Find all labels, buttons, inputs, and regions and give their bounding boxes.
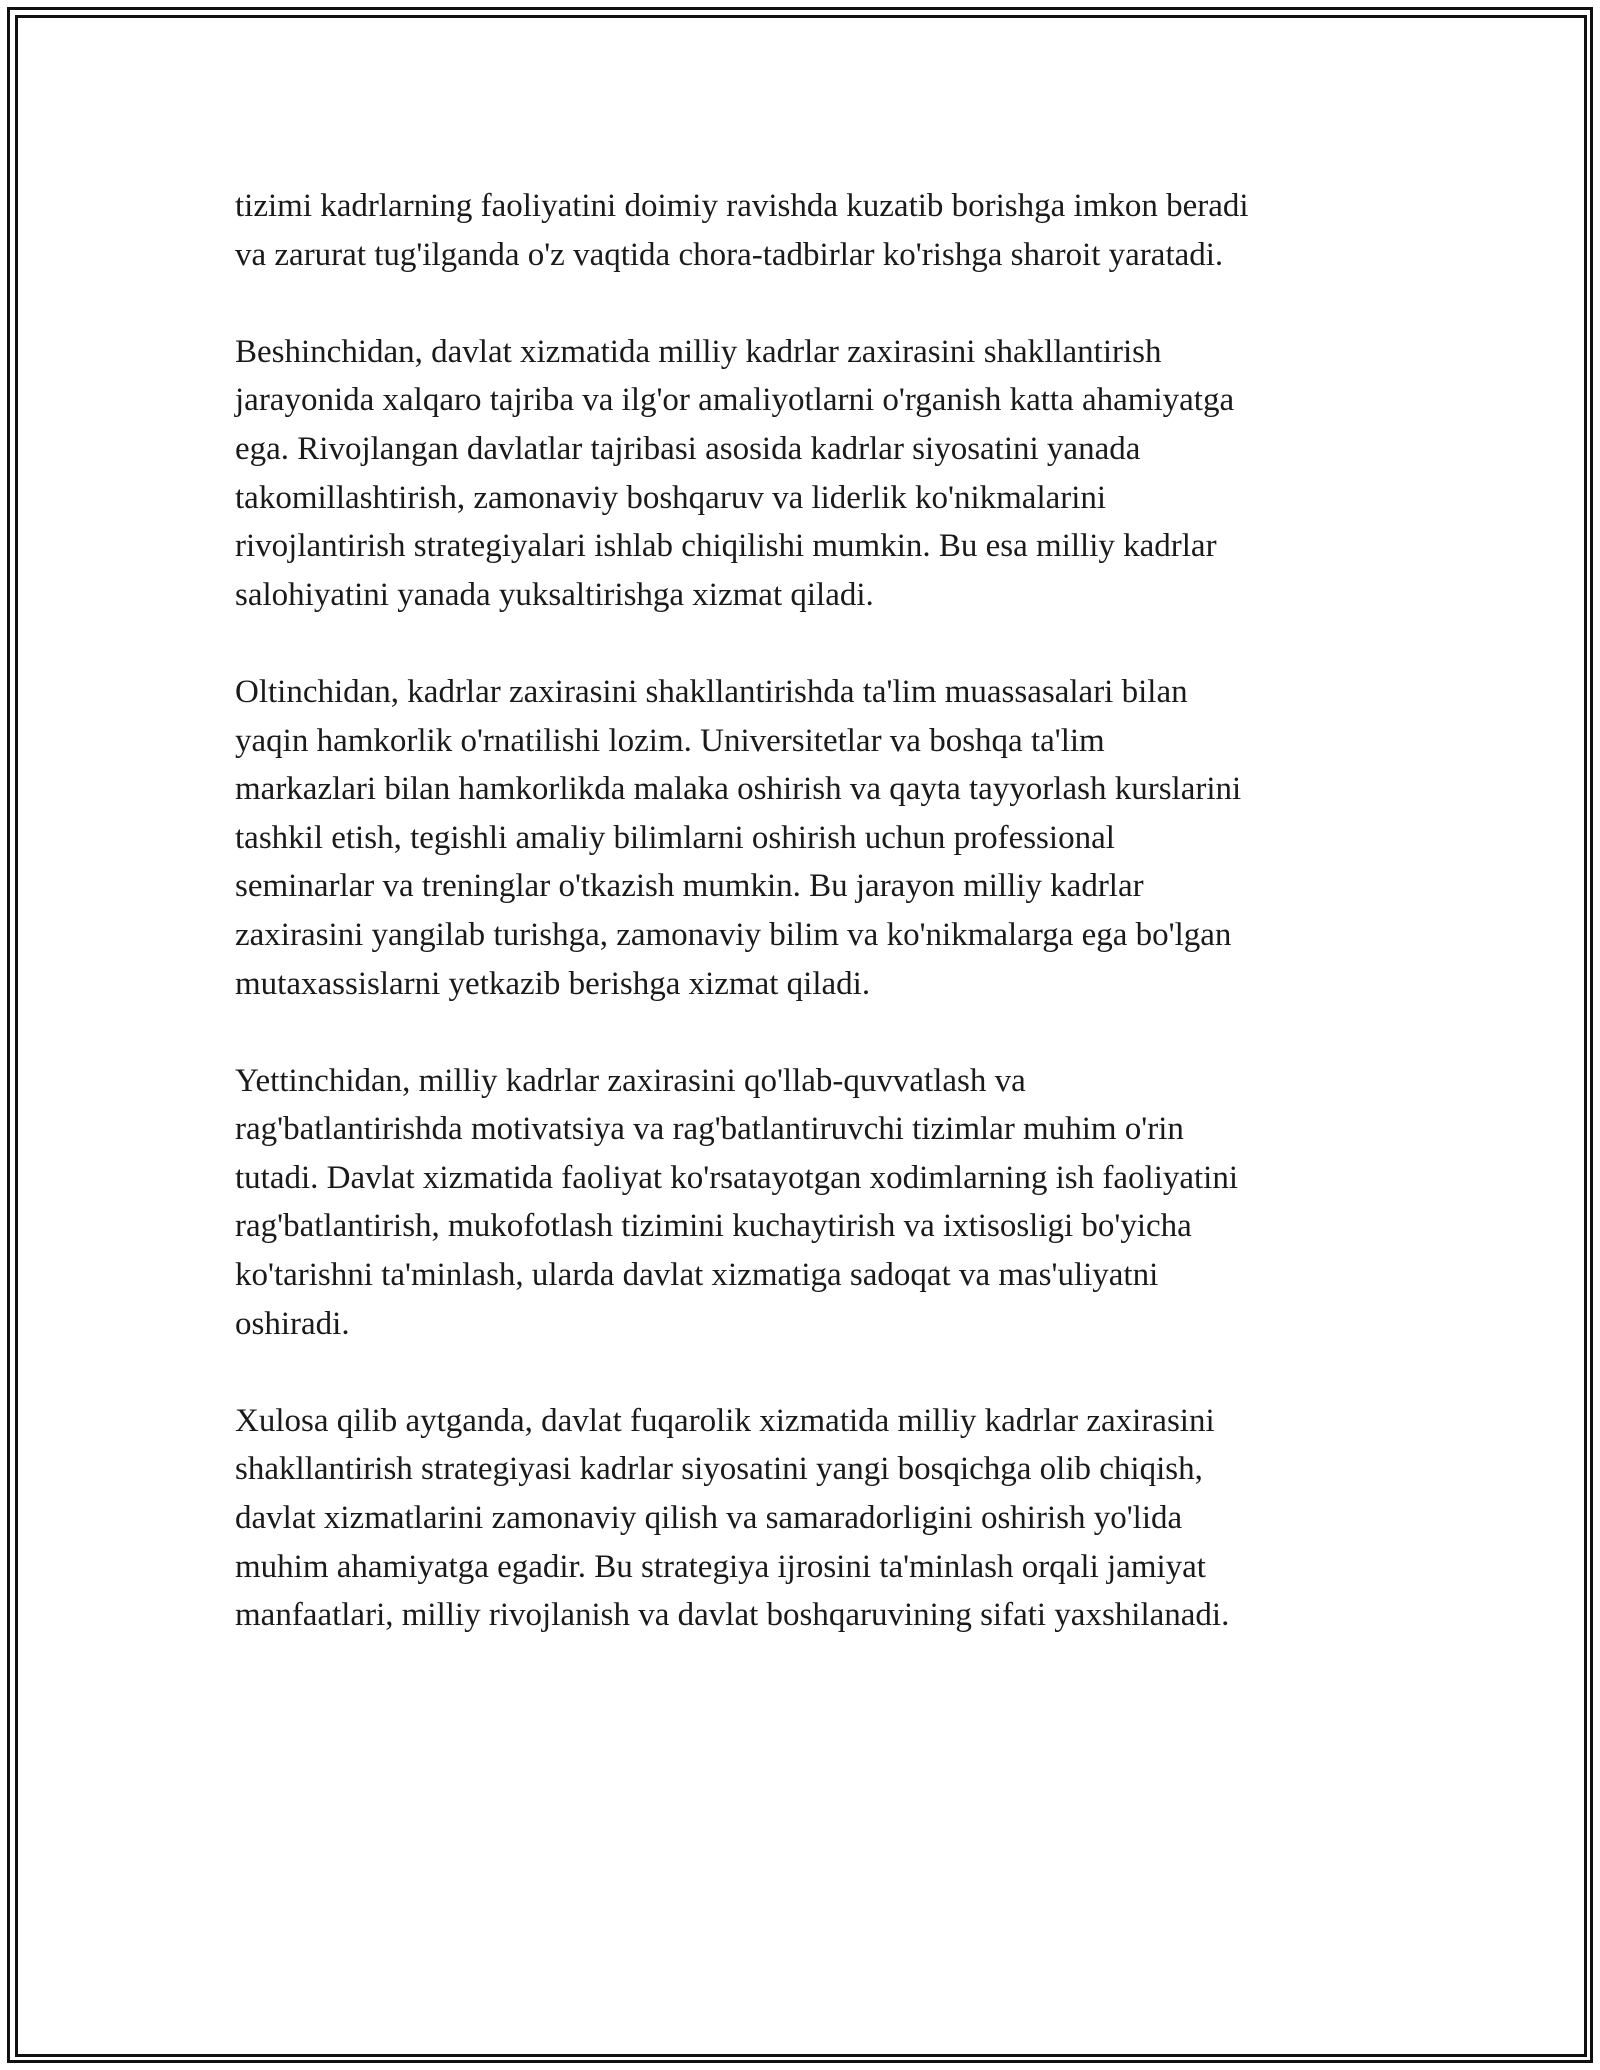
text-line: Xulosa qilib aytganda, davlat fuqarolik xizmatida milliy kadrlar zaxirasini: [235, 1402, 1215, 1439]
text-line: markazlari bilan hamkorlikda malaka oshirish va qayta tayyorlash kurslarini: [235, 771, 1242, 808]
text-line: Yettinchidan, milliy kadrlar zaxirasini qo'llab-quvvatlash va: [235, 1062, 1026, 1099]
paragraph-beshinchidan: [235, 328, 1385, 620]
text-line: rag'batlantirish, mukofotlash tizimini kuchaytirish va ixtisosligi bo'yicha: [235, 1208, 1192, 1245]
text-line: mutaxassislarni yetkazib berishga xizmat qiladi.: [235, 965, 871, 1002]
text-line: muhim ahamiyatga egadir. Bu strategiya ijrosini ta'minlash orqali jamiyat: [235, 1548, 1206, 1585]
text-line: va zarurat tug'ilganda o'z vaqtida chora-tadbirlar ko'rishga sharoit yaratadi.: [235, 236, 1224, 273]
text-line: Beshinchidan, davlat xizmatida milliy kadrlar zaxirasini shakllantirish: [235, 333, 1162, 370]
text-line: tizimi kadrlarning faoliyatini doimiy ravishda kuzatib borishga imkon beradi: [235, 188, 1249, 224]
document-body: [235, 182, 1385, 1688]
text-line: shakllantirish strategiyasi kadrlar siyosatini yangi bosqichga olib chiqish,: [235, 1451, 1203, 1488]
paragraph-yettinchidan: [235, 1057, 1385, 1349]
text-line: seminarlar va treninglar o'tkazish mumkin. Bu jarayon milliy kadrlar: [235, 868, 1144, 905]
text-line: jarayonida xalqaro tajriba va ilg'or amaliyotlarni o'rganish katta ahamiyatga: [235, 382, 1235, 419]
text-line: oshiradi.: [235, 1305, 350, 1342]
paragraph-oltinchidan: [235, 668, 1385, 1008]
paragraph-continuation: [235, 182, 1385, 279]
text-line: ko'tarishni ta'minlash, ularda davlat xizmatiga sadoqat va mas'uliyatni: [235, 1257, 1159, 1294]
text-line: zaxirasini yangilab turishga, zamonaviy bilim va ko'nikmalarga ega bo'lgan: [235, 916, 1232, 953]
text-line: davlat xizmatlarini zamonaviy qilish va samaradorligini oshirish yo'lida: [235, 1500, 1183, 1537]
paragraph-xulosa: [235, 1397, 1385, 1640]
text-line: manfaatlari, milliy rivojlanish va davlat boshqaruvining sifati yaxshilanadi.: [235, 1597, 1230, 1634]
text-line: ega. Rivojlangan davlatlar tajribasi asosida kadrlar siyosatini yanada: [235, 430, 1141, 467]
text-line: rag'batlantirishda motivatsiya va rag'batlantiruvchi tizimlar muhim o'rin: [235, 1111, 1184, 1148]
text-line: rivojlantirish strategiyalari ishlab chiqilishi mumkin. Bu esa milliy kadrlar: [235, 528, 1217, 565]
text-line: takomillashtirish, zamonaviy boshqaruv va liderlik ko'nikmalarini: [235, 479, 1107, 516]
text-line: Oltinchidan, kadrlar zaxirasini shakllantirishda ta'lim muassasalari bilan: [235, 673, 1188, 710]
text-line: tutadi. Davlat xizmatida faoliyat ko'rsatayotgan xodimlarning ish faoliyatini: [235, 1159, 1239, 1196]
text-line: salohiyatini yanada yuksaltirishga xizmat qiladi.: [235, 576, 874, 613]
text-line: yaqin hamkorlik o'rnatilishi lozim. Universitetlar va boshqa ta'lim: [235, 722, 1105, 759]
text-line: tashkil etish, tegishli amaliy bilimlarni oshirish uchun professional: [235, 819, 1115, 856]
